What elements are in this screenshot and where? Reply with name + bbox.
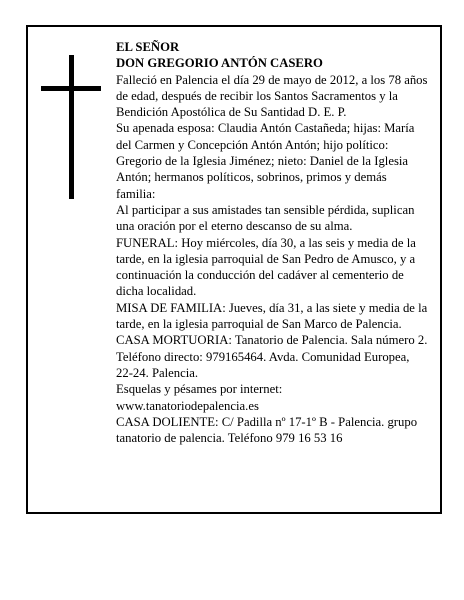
paragraph-prayer-request: Al participar a sus amistades tan sensible pérdida, suplican una oración por el eterno descanso de su alma. xyxy=(116,202,415,234)
paragraph-family: Su apenada esposa: Claudia Antón Castañeda; hijas: María del Carmen y Concepción Antón Antón; hijo político: Gregorio de la Iglesia Jiménez; nieto: Daniel de la Iglesia Antón; hermanos políticos, sobrinos, primos y demás familia: xyxy=(116,121,415,201)
paragraph-death-announcement: Falleció en Palencia el día 29 de mayo de 2012, a los 78 años de edad, después de recibir los Santos Sacramentos y la Bendición Apostólica de Su Santidad D. E. P. xyxy=(116,72,428,120)
paragraph-family-mass: MISA DE FAMILIA: Jueves, día 31, a las siete y media de la tarde, en la iglesia parroquial de San Marco de Palencia. xyxy=(116,300,428,332)
paragraph-family-home: CASA DOLIENTE: C/ Padilla nº 17-1º B - Palencia. grupo tanatorio de palencia. Teléfono 979 16 53 16 xyxy=(116,414,418,446)
notice-heading-name: DON GREGORIO ANTÓN CASERO xyxy=(116,56,323,71)
cross-icon xyxy=(41,55,101,199)
notice-heading-title: EL SEÑOR xyxy=(116,40,180,54)
paragraph-online-condolences: Esquelas y pésames por internet: www.tanatoriodepalencia.es xyxy=(116,382,283,413)
paragraph-funeral-home: CASA MORTUORIA: Tanatorio de Palencia. Sala número 2. Teléfono directo: 979165464. Avda. Comunidad Europea, 22-24. Palencia. xyxy=(116,333,428,380)
obituary-notice xyxy=(26,25,442,514)
paragraph-funeral: FUNERAL: Hoy miércoles, día 30, a las seis y media de la tarde, en la iglesia parroquial de San Pedro de Amusco, y a continuación la conducción del cadáver al cementerio de dicha localidad. xyxy=(116,235,416,299)
notice-text xyxy=(116,39,428,446)
cross-horizontal-bar xyxy=(41,86,101,91)
cross-vertical-bar xyxy=(69,55,74,199)
